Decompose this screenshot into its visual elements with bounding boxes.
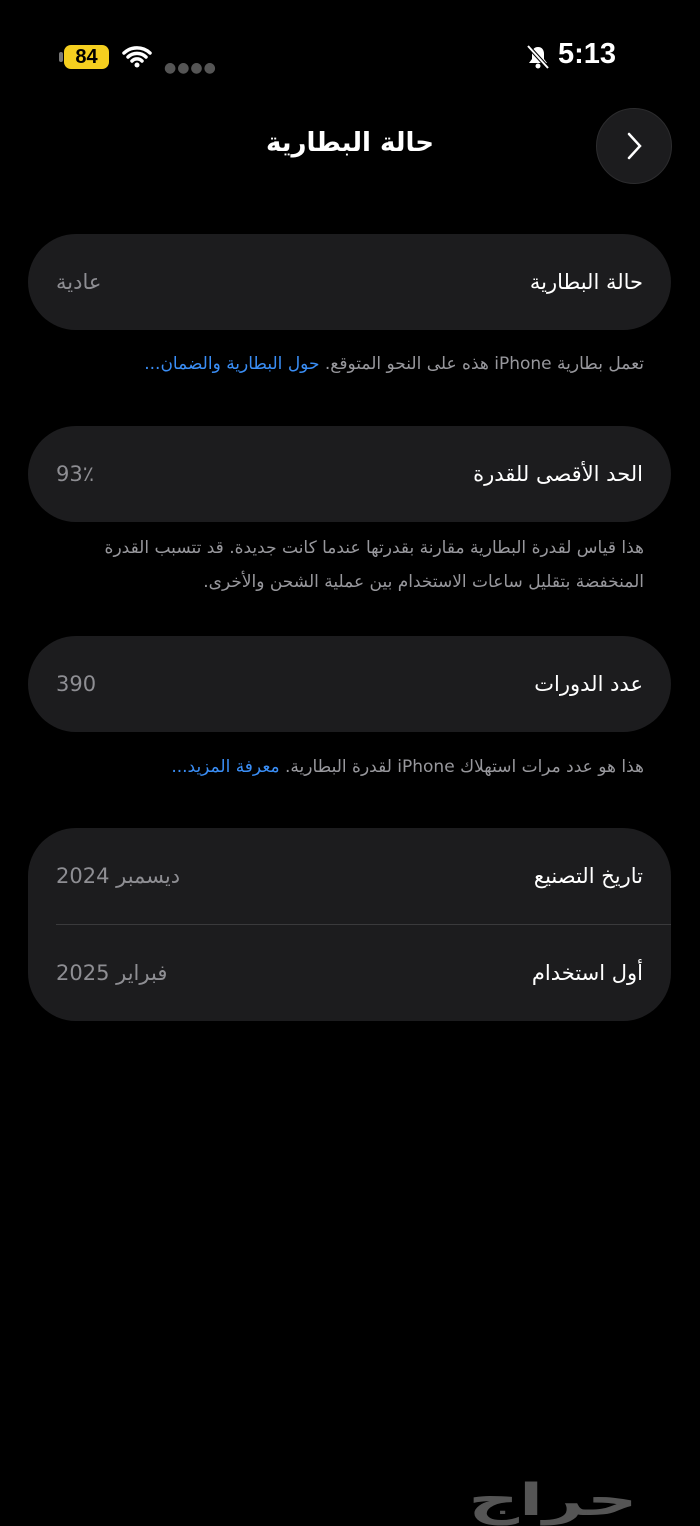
max-capacity-footer: هذا قياس لقدرة البطارية مقارنة بقدرتها عندما كانت جديدة. قد تتسبب القدرة المنخفضة بتقليل ساعات الاستخدام بين عملية الشحن والأخرى. <box>104 538 644 592</box>
wifi-icon <box>122 44 152 68</box>
battery-health-label: حالة البطارية <box>529 270 643 294</box>
battery-health-value: عادية <box>56 270 102 294</box>
first-use-value: فبراير 2025 <box>56 961 168 985</box>
learn-more-link[interactable]: معرفة المزيد... <box>171 757 280 777</box>
page-title: حالة البطارية <box>266 128 434 158</box>
max-capacity-value: 93٪ <box>56 462 95 486</box>
footer-text: هذا هو عدد مرات استهلاك iPhone لقدرة البطارية. <box>285 757 644 777</box>
status-time: 5:13 <box>557 38 616 70</box>
cycle-count-card <box>28 636 671 732</box>
chevron-right-icon <box>624 131 644 161</box>
battery-health-footer <box>56 347 644 381</box>
dates-card <box>28 828 671 1021</box>
manufacture-date-label: تاريخ التصنيع <box>533 864 643 888</box>
max-capacity-label: الحد الأقصى للقدرة <box>473 462 643 486</box>
watermark-logo: حراج <box>468 1475 638 1526</box>
cycle-count-footer <box>56 750 644 784</box>
first-use-label: أول استخدام <box>531 961 643 985</box>
battery-indicator: 84 <box>64 45 109 69</box>
footer-text: تعمل بطارية iPhone هذه على النحو المتوقع. <box>324 354 644 374</box>
cycle-count-label: عدد الدورات <box>534 672 643 696</box>
cycle-count-value: 390 <box>56 672 97 696</box>
manufacture-date-value: ديسمبر 2024 <box>56 864 181 888</box>
max-capacity-card <box>28 426 671 522</box>
battery-health-card[interactable] <box>28 234 671 330</box>
back-button[interactable] <box>596 108 672 184</box>
signal-dots-icon: ●●●● <box>164 60 217 76</box>
bell-slash-icon <box>526 44 550 70</box>
battery-warranty-link[interactable]: حول البطارية والضمان... <box>144 354 320 374</box>
